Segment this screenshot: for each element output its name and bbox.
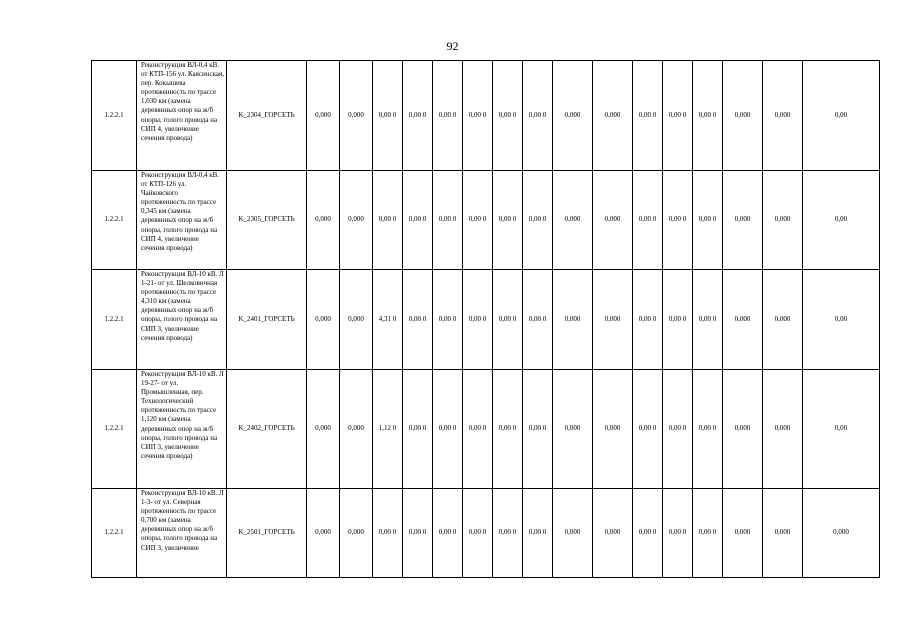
description-text: Реконструкция ВЛ-10 кВ. Л 1-21- от ул. Шелковичная протяженность по трассе 4,310 км (замена деревянных опор на ж/б опоры, голого провода на СИП 3, увеличение сечения провода) [141,270,224,342]
description-cell [137,370,227,489]
value-cell: 0,000 [553,270,593,370]
value-cell: 0,000 [763,270,803,370]
description-text: Реконструкция ВЛ-0,4 кВ. от КТП-156 ул. Каясинская, пер. Кокышева протяженность по трассе 1,030 км (замена деревянных опор на ж/б опоры, голого провода на СИП 4, увеличение сечения провода) [141,61,224,142]
value-cell: 0,000 [307,61,340,171]
value-cell: 0,00 0 [663,489,693,578]
value-cell: 0,000 [340,489,373,578]
row-index-cell: 1.2.2.1 [92,171,137,270]
value-cell: 0,000 [763,171,803,270]
value-cell: 0,00 0 [663,171,693,270]
value-cell: 0,000 [593,61,633,171]
value-cell: 0,000 [307,489,340,578]
description-text: Реконструкция ВЛ-10 кВ. Л 19-27- от ул. Промышленная, пер. Технологический протяженность по трассе 1,120 км (замена деревянных опор на ж/б опоры, голого провода на СИП 3, увеличение сечения провода) [141,370,224,460]
table-row [92,489,880,578]
value-cell: 0,00 0 [403,61,433,171]
value-cell: 0,000 [553,171,593,270]
value-cell: 0,000 [307,171,340,270]
value-cell: 0,00 0 [493,270,523,370]
value-cell: 0,00 0 [693,61,723,171]
investment-table [91,60,880,578]
value-cell: 0,00 0 [633,171,663,270]
value-cell: 0,000 [553,61,593,171]
value-cell: 0,000 [593,489,633,578]
value-cell: 0,00 0 [433,270,463,370]
project-code-cell: K_2305_ГОРСЕТЬ [227,171,307,270]
value-cell: 0,00 0 [463,171,493,270]
value-cell: 0,00 0 [523,171,553,270]
value-cell: 0,00 0 [403,171,433,270]
value-cell: 0,000 [763,489,803,578]
value-cell: 0,00 0 [493,61,523,171]
value-cell: 0,000 [553,489,593,578]
value-cell: 0,00 0 [633,270,663,370]
table-row [92,171,880,270]
value-cell: 0,00 [803,61,880,171]
description-cell [137,171,227,270]
value-cell: 0,00 0 [493,171,523,270]
value-cell: 0,00 0 [523,61,553,171]
value-cell: 0,00 0 [493,489,523,578]
value-cell: 0,00 0 [463,370,493,489]
value-cell: 0,00 0 [633,489,663,578]
description-text: Реконструкция ВЛ-0,4 кВ. от КТП-126 ул. Чайковского протяженность по трассе 0,345 км (замена деревянных опор на ж/б опоры, голого провода на СИП 4, увеличение сечения провода) [141,171,220,252]
value-cell: 0,00 0 [433,171,463,270]
value-cell: 0,000 [593,171,633,270]
value-cell: 0,00 0 [403,489,433,578]
value-cell: 0,000 [763,370,803,489]
value-cell: 0,000 [593,370,633,489]
table-row [92,270,880,370]
project-code-cell: K_2401_ГОРСЕТЬ [227,270,307,370]
value-cell: 0,000 [340,61,373,171]
value-cell: 0,00 0 [633,61,663,171]
value-cell: 0,000 [803,489,880,578]
row-index-cell: 1.2.2.1 [92,489,137,578]
value-cell: 0,00 0 [693,270,723,370]
value-cell: 0,000 [340,171,373,270]
project-code-cell: K_2402_ГОРСЕТЬ [227,370,307,489]
value-cell: 0,00 0 [433,61,463,171]
value-cell: 0,000 [553,370,593,489]
value-cell: 0,000 [340,270,373,370]
description-text: Реконструкция ВЛ-10 кВ. Л 1-3- от ул. Северная протяженность по трассе 0,700 км (замена деревянных опор на ж/б опоры, голого провода на СИП 3, увеличение [141,489,224,552]
value-cell: 0,00 0 [373,171,403,270]
value-cell: 0,00 0 [373,489,403,578]
value-cell: 0,00 [803,171,880,270]
value-cell: 0,00 0 [403,370,433,489]
value-cell: 0,00 0 [433,489,463,578]
value-cell: 0,000 [763,61,803,171]
value-cell: 0,00 0 [693,370,723,489]
project-code-cell: K_2501_ГОРСЕТЬ [227,489,307,578]
value-cell: 0,00 0 [523,489,553,578]
description-cell [137,270,227,370]
value-cell: 0,00 0 [523,370,553,489]
value-cell: 0,00 0 [633,370,663,489]
value-cell: 4,31 0 [373,270,403,370]
value-cell: 0,00 0 [493,370,523,489]
row-index-cell: 1.2.2.1 [92,61,137,171]
value-cell: 0,00 0 [463,61,493,171]
value-cell: 1,12 0 [373,370,403,489]
value-cell: 0,00 [803,270,880,370]
value-cell: 0,000 [723,171,763,270]
value-cell: 0,00 0 [663,370,693,489]
value-cell: 0,00 0 [403,270,433,370]
table-body [92,61,880,578]
value-cell: 0,000 [723,370,763,489]
description-cell [137,61,227,171]
value-cell: 0,00 [803,370,880,489]
row-index-cell: 1.2.2.1 [92,270,137,370]
value-cell: 0,00 0 [463,270,493,370]
value-cell: 0,000 [307,370,340,489]
row-index-cell: 1.2.2.1 [92,370,137,489]
value-cell: 0,000 [723,489,763,578]
value-cell: 0,00 0 [663,61,693,171]
value-cell: 0,00 0 [373,61,403,171]
value-cell: 0,00 0 [463,489,493,578]
value-cell: 0,00 0 [663,270,693,370]
value-cell: 0,000 [593,270,633,370]
value-cell: 0,000 [307,270,340,370]
value-cell: 0,00 0 [433,370,463,489]
page-number: 92 [446,39,459,53]
value-cell: 0,000 [723,270,763,370]
project-code-cell: K_2304_ГОРСЕТЬ [227,61,307,171]
table-row [92,61,880,171]
value-cell: 0,000 [340,370,373,489]
description-cell [137,489,227,578]
value-cell: 0,00 0 [693,489,723,578]
value-cell: 0,00 0 [523,270,553,370]
table-row [92,370,880,489]
value-cell: 0,00 0 [693,171,723,270]
value-cell: 0,000 [723,61,763,171]
